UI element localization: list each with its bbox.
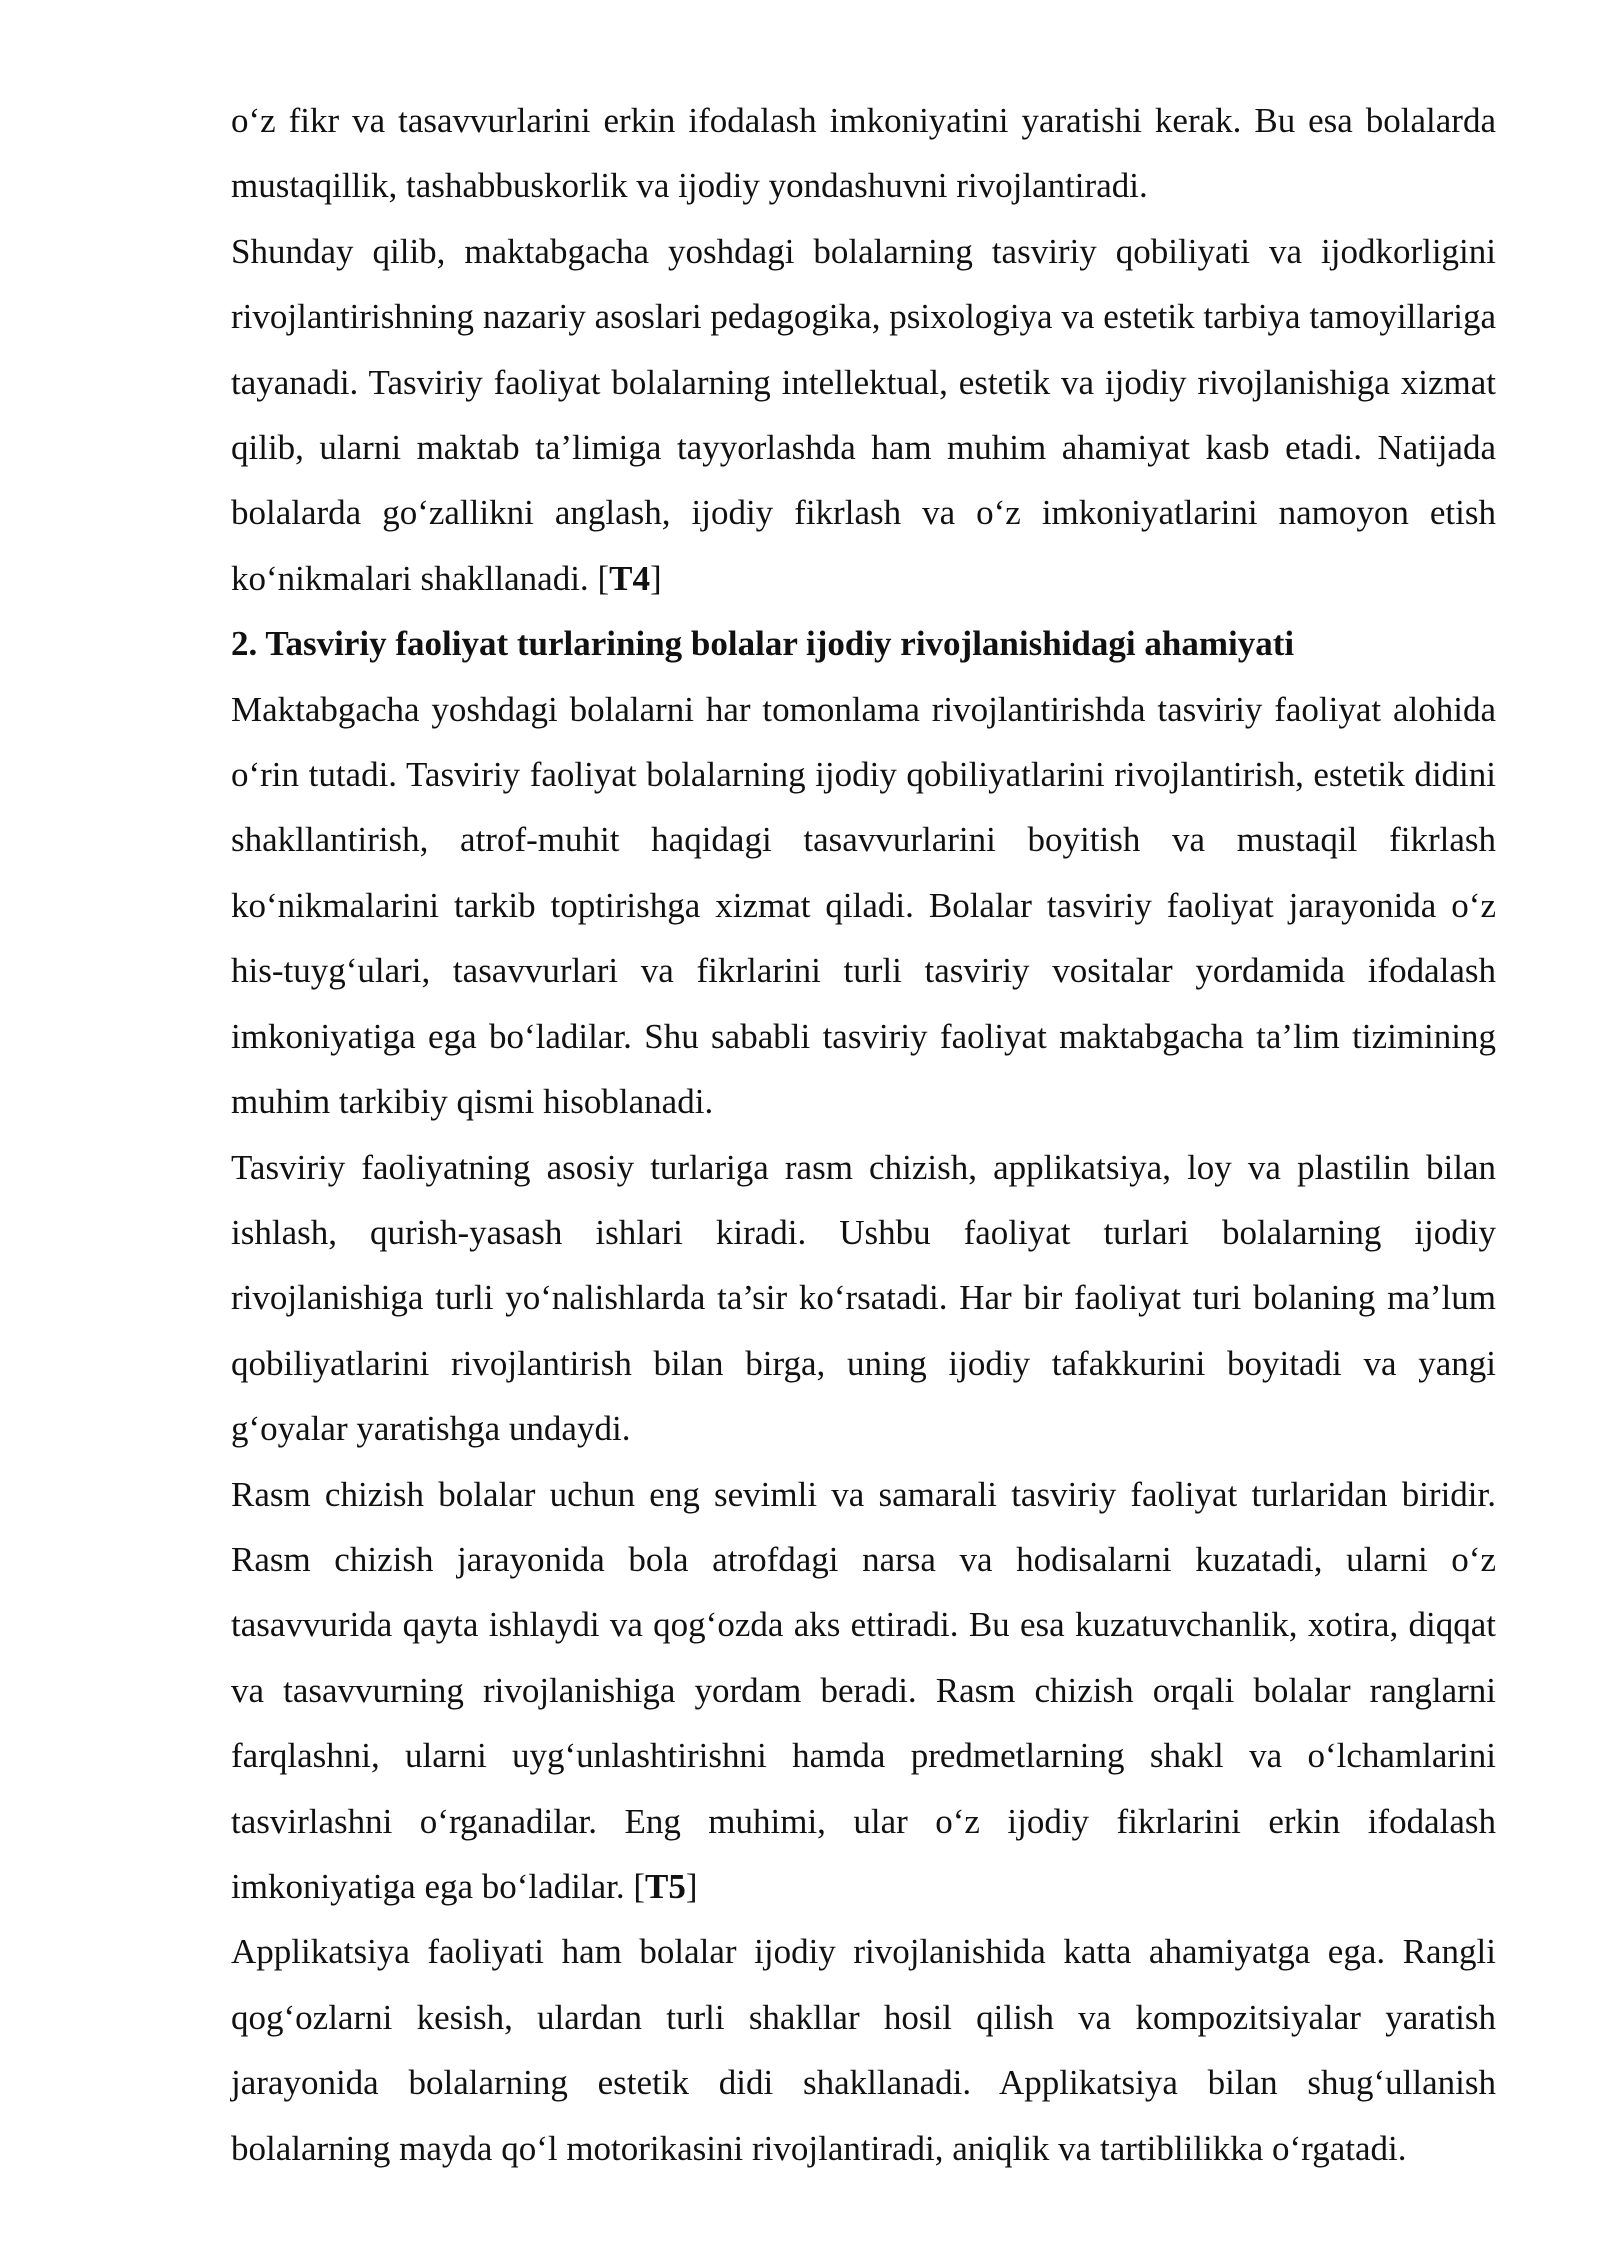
citation-ref-t5: [T5] (633, 1866, 698, 1906)
citation-label: T5 (645, 1866, 686, 1906)
paragraph-summary-text: Shunday qilib, maktabgacha yoshdagi bolalarning tasviriy qobiliyati va ijodkorligini rivojlantirishning nazariy asoslari pedagogika, psixologiya va estetik tarbiya tamoyillariga tayanadi. Tasviriy faoliyat bolalarning intellektual, estetik va ijodiy rivojlanishiga xizmat qilib, ularni maktab ta’limiga tayyorlashda ham muhim ahamiyat kasb etadi. Natijada bolalarda go‘zallikni anglash, ijodiy fikrlash va o‘z imkoniyatlarini namoyon etish ko‘nikmalari shakllanadi. (231, 231, 1496, 598)
paragraph-section-3 (231, 1462, 1496, 1920)
document-page (231, 88, 1496, 2181)
citation-ref-t4: [T4] (597, 558, 662, 598)
paragraph-section-2: Tasviriy faoliyatning asosiy turlariga rasm chizish, applikatsiya, loy va plastilin bilan ishlash, qurish-yasash ishlari kiradi. Ushbu faoliyat turlari bolalarning ijodiy rivojlanishiga turli yo‘nalishlarda ta’sir ko‘rsatadi. Har bir faoliyat turi bolaning ma’lum qobiliyatlarini rivojlantirish bilan birga, uning ijodiy tafakkurini boyitadi va yangi g‘oyalar yaratishga undaydi. (231, 1147, 1496, 1449)
paragraph-section-4: Applikatsiya faoliyati ham bolalar ijodiy rivojlanishida katta ahamiyatga ega. Rangli qog‘ozlarni kesish, ulardan turli shakllar hosil qilish va kompozitsiyalar yaratish jarayonida bolalarning estetik didi shakllanadi. Applikatsiya bilan shug‘ullanish bolalarning mayda qo‘l motorikasini rivojlantiradi, aniqlik va tartiblilikka o‘rgatadi. (231, 1932, 1496, 2168)
paragraph-section-3-text: Rasm chizish bolalar uchun eng sevimli va samarali tasviriy faoliyat turlaridan biridir. Rasm chizish jarayonida bola atrofdagi narsa va hodisalarni kuzatadi, ularni o‘z tasavvurida qayta ishlaydi va qog‘ozda aks ettiradi. Bu esa kuzatuvchanlik, xotira, diqqat va tasavvurning rivojlanishiga yordam beradi. Rasm chizish orqali bolalar ranglarni farqlashni, ularni uyg‘unlashtirishni hamda predmetlarning shakl va o‘lchamlarini tasvirlashni o‘rganadilar. Eng muhimi, ular o‘z ijodiy fikrlarini erkin ifodalash imkoniyatiga ega bo‘ladilar. (231, 1474, 1496, 1906)
citation-label: T4 (609, 558, 650, 598)
section-heading: 2. Tasviriy faoliyat turlarining bolalar ijodiy rivojlanishidagi ahamiyati (231, 624, 1295, 664)
paragraph-summary (231, 219, 1496, 611)
paragraph-section-1: Maktabgacha yoshdagi bolalarni har tomonlama rivojlantirishda tasviriy faoliyat alohida o‘rin tutadi. Tasviriy faoliyat bolalarning ijodiy qobiliyatlarini rivojlantirish, estetik didini shakllantirish, atrof-muhit haqidagi tasavvurlarini boyitish va mustaqil fikrlash ko‘nikmalarini tarkib toptirishga xizmat qiladi. Bolalar tasviriy faoliyat jarayonida o‘z his-tuyg‘ulari, tasavvurlari va fikrlarini turli tasviriy vositalar yordamida ifodalash imkoniyatiga ega bo‘ladilar. Shu sababli tasviriy faoliyat maktabgacha ta’lim tizimining muhim tarkibiy qismi hisoblanadi. (231, 689, 1496, 1122)
paragraph-intro-continuation: o‘z fikr va tasavvurlarini erkin ifodalash imkoniyatini yaratishi kerak. Bu esa bolalarda mustaqillik, tashabbuskorlik va ijodiy yondashuvni rivojlantiradi. (231, 101, 1496, 206)
